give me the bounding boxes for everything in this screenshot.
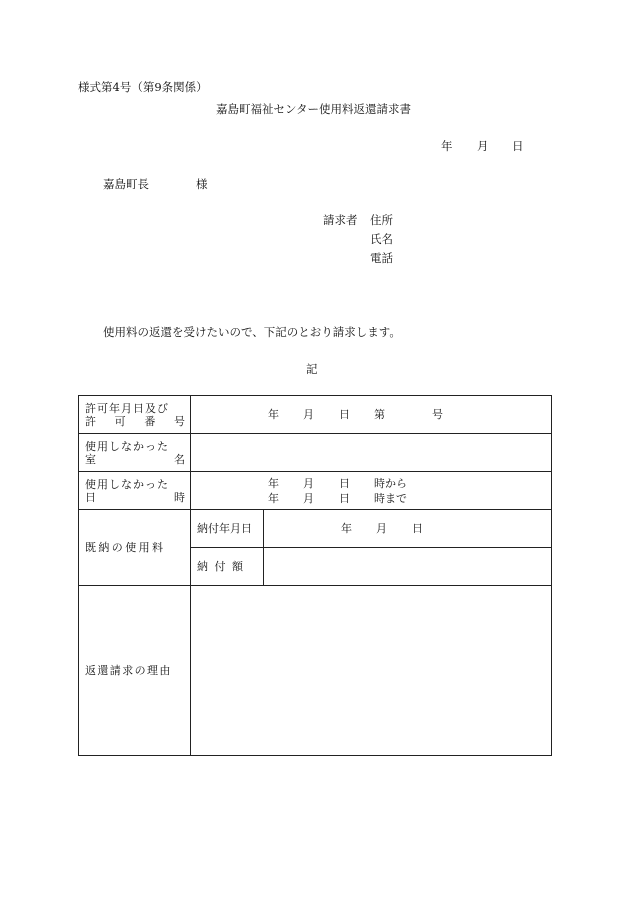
request-table bbox=[78, 395, 552, 756]
date-year-label: 年 bbox=[441, 139, 453, 153]
unused-datetime-label-cell bbox=[79, 472, 191, 510]
amount-label-char: 付 bbox=[214, 560, 226, 573]
addressee-honorific: 様 bbox=[196, 177, 208, 191]
payment-year: 年 bbox=[341, 522, 352, 535]
unused-datetime-label-line1: 使用しなかった bbox=[85, 477, 169, 491]
requester-phone-label: 電話 bbox=[370, 251, 393, 265]
body-text: 使用料の返還を受けたいので、下記のとおり請求します。 bbox=[103, 325, 401, 339]
unused-to-day: 日 bbox=[339, 492, 350, 505]
permit-day: 日 bbox=[339, 408, 350, 421]
ki-heading: 記 bbox=[306, 362, 318, 376]
permit-go: 号 bbox=[432, 408, 443, 421]
payment-date-label: 納付年月日 bbox=[197, 522, 252, 535]
unused-from-day: 日 bbox=[339, 477, 350, 490]
permit-label-char: 可 bbox=[114, 414, 126, 428]
amount-label-cell bbox=[191, 548, 264, 586]
permit-row bbox=[79, 396, 552, 434]
permit-dai: 第 bbox=[374, 408, 385, 421]
reason-row bbox=[79, 586, 552, 756]
permit-label-char: 号 bbox=[173, 414, 185, 428]
reason-label-cell bbox=[79, 586, 191, 756]
unused-datetime-label-char: 日 bbox=[85, 490, 96, 504]
addressee-name: 嘉島町長 bbox=[103, 177, 149, 191]
permit-label-line1: 許可年月日及び bbox=[85, 401, 169, 415]
unused-to-year: 年 bbox=[268, 492, 279, 505]
amount-label bbox=[197, 560, 243, 573]
date-day-label: 日 bbox=[512, 139, 524, 153]
reason-label: 返還請求の理由 bbox=[85, 664, 172, 677]
unused-to-suffix: 時まで bbox=[374, 492, 407, 505]
unused-from-month: 月 bbox=[303, 477, 314, 490]
permit-label-cell bbox=[79, 396, 191, 434]
requester-label: 請求者 bbox=[323, 213, 358, 227]
amount-label-char: 納 bbox=[197, 560, 208, 573]
date-month-label: 月 bbox=[477, 139, 489, 153]
permit-label-line2 bbox=[85, 415, 185, 428]
paid-fee-row-date bbox=[79, 510, 552, 548]
payment-month: 月 bbox=[376, 522, 387, 535]
reason-value-cell[interactable] bbox=[191, 586, 552, 756]
permit-year: 年 bbox=[268, 408, 279, 421]
requester-name-label: 氏名 bbox=[370, 232, 393, 246]
permit-label-char: 番 bbox=[144, 414, 156, 428]
unused-datetime-value-cell[interactable] bbox=[191, 472, 552, 510]
room-label-char: 室 bbox=[85, 452, 96, 466]
paid-fee-label-cell bbox=[79, 510, 191, 586]
amount-label-char: 額 bbox=[232, 560, 243, 573]
amount-value-cell[interactable] bbox=[264, 548, 552, 586]
requester-address-label: 住所 bbox=[370, 213, 393, 227]
room-label-char: 名 bbox=[174, 452, 185, 466]
room-value-cell[interactable] bbox=[191, 434, 552, 472]
room-label-line1: 使用しなかった bbox=[85, 439, 169, 453]
unused-datetime-row bbox=[79, 472, 552, 510]
unused-from-year: 年 bbox=[268, 477, 279, 490]
paid-fee-label: 既納の使用料 bbox=[85, 541, 166, 554]
room-label-cell bbox=[79, 434, 191, 472]
permit-value-cell[interactable] bbox=[191, 396, 552, 434]
payment-day: 日 bbox=[412, 522, 423, 535]
permit-month: 月 bbox=[303, 408, 314, 421]
unused-datetime-label-line2 bbox=[85, 491, 185, 504]
unused-to-month: 月 bbox=[303, 492, 314, 505]
unused-from-suffix: 時から bbox=[374, 477, 407, 490]
payment-date-value-cell[interactable] bbox=[264, 510, 552, 548]
page-title: 嘉島町福祉センター使用料返還請求書 bbox=[216, 102, 412, 116]
permit-label-char: 許 bbox=[85, 414, 96, 428]
form-number: 様式第4号（第9条関係） bbox=[78, 80, 208, 94]
room-label-line2 bbox=[85, 453, 185, 466]
payment-date-label-cell bbox=[191, 510, 264, 548]
room-row bbox=[79, 434, 552, 472]
unused-datetime-label-char: 時 bbox=[174, 490, 185, 504]
